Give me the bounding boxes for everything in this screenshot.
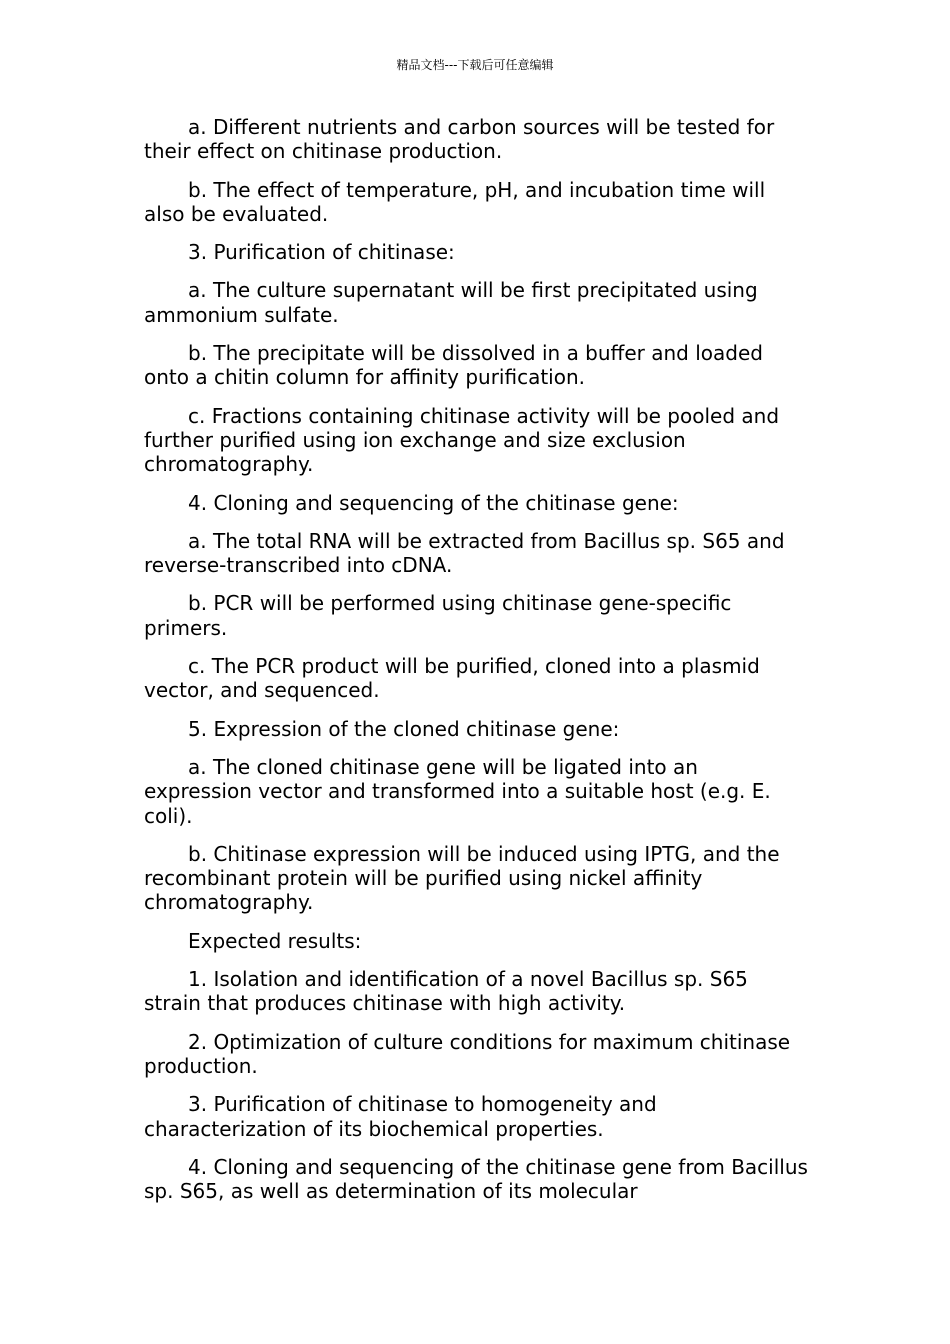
paragraph: a. The total RNA will be extracted from Bacillus sp. S65 and reverse-transcribed into cDNA. — [144, 528, 785, 578]
section-heading: 3. Purification of chitinase: — [188, 240, 455, 265]
paragraph: a. The culture supernatant will be first precipitated using ammonium sulfate. — [144, 278, 758, 327]
section-heading: 5. Expression of the cloned chitinase gene: — [188, 716, 620, 741]
paragraph: 4. Cloning and sequencing of the chitinase gene from Bacillus sp. S65, as well as determination of its molecular — [144, 1154, 808, 1204]
paragraph: c. Fractions containing chitinase activity will be pooled and further purified using ion exchange and size exclusion chromatography. — [144, 403, 780, 477]
paragraph: 3. Purification of chitinase to homogeneity and characterization of its biochemical properties. — [144, 1092, 657, 1141]
paragraph: b. The precipitate will be dissolved in a buffer and loaded onto a chitin column for affinity purification. — [144, 341, 763, 390]
paragraph: b. The effect of temperature, pH, and incubation time will also be evaluated. — [144, 177, 766, 226]
paragraph: b. Chitinase expression will be induced using IPTG, and the recombinant protein will be purified using nickel affinity chromatography. — [144, 841, 780, 915]
paragraph: 2. Optimization of culture conditions for maximum chitinase production. — [144, 1029, 791, 1078]
paragraph: c. The PCR product will be purified, cloned into a plasmid vector, and sequenced. — [144, 654, 760, 703]
document-body — [144, 115, 808, 1217]
section-heading: 4. Cloning and sequencing of the chitinase gene: — [188, 490, 679, 515]
page-header: 精品文档---下载后可任意编辑 — [396, 58, 554, 72]
paragraph: 1. Isolation and identification of a novel Bacillus sp. S65 strain that produces chitinase with high activity. — [144, 967, 748, 1016]
paragraph: a. The cloned chitinase gene will be ligated into an expression vector and transformed into a suitable host (e.g. E. coli). — [144, 754, 771, 828]
paragraph: a. Different nutrients and carbon sources will be tested for their effect on chitinase production. — [144, 115, 775, 164]
section-heading: Expected results: — [188, 928, 362, 953]
paragraph: b. PCR will be performed using chitinase gene-specific primers. — [144, 591, 732, 640]
